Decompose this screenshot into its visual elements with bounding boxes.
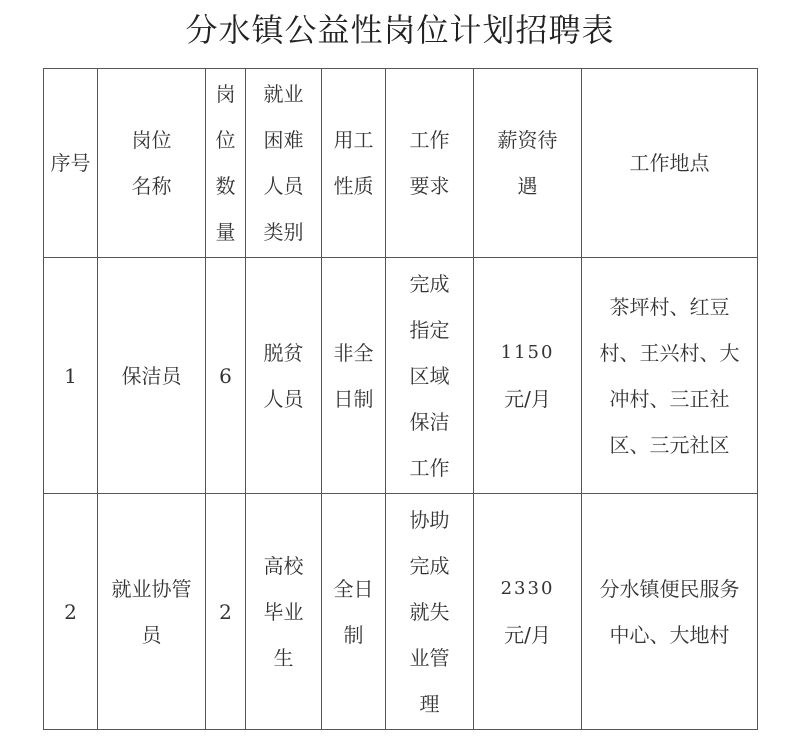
salary-amount: 1150 <box>500 341 555 363</box>
row-location: 分水镇便民服务中心、大地村 <box>582 494 758 730</box>
row-salary <box>474 258 582 494</box>
header-category: 就业困难人员类别 <box>246 69 322 258</box>
row-category: 高校毕业生 <box>246 494 322 730</box>
row-count: 6 <box>206 258 246 494</box>
row-category: 脱贫人员 <box>246 258 322 494</box>
row-index: 1 <box>44 258 98 494</box>
header-salary: 薪资待遇 <box>474 69 582 258</box>
salary-amount: 2330 <box>500 577 555 599</box>
header-requirements: 工作要求 <box>386 69 474 258</box>
header-position: 岗位名称 <box>98 69 206 258</box>
header-employment-type: 用工性质 <box>322 69 386 258</box>
table-header-row <box>44 69 758 258</box>
salary-unit: 元/月 <box>504 386 551 411</box>
table-row <box>44 494 758 730</box>
row-requirements: 完成指定区域保洁工作 <box>386 258 474 494</box>
row-employment-type: 全日制 <box>322 494 386 730</box>
row-employment-type: 非全日制 <box>322 258 386 494</box>
row-count: 2 <box>206 494 246 730</box>
page-title: 分水镇公益性岗位计划招聘表 <box>185 11 615 49</box>
row-index: 2 <box>44 494 98 730</box>
recruitment-table <box>43 68 758 730</box>
header-count: 岗位数量 <box>206 69 246 258</box>
row-position: 就业协管员 <box>98 494 206 730</box>
header-index: 序号 <box>44 69 98 258</box>
row-requirements: 协助完成就失业管理 <box>386 494 474 730</box>
row-salary <box>474 494 582 730</box>
table-row <box>44 258 758 494</box>
header-location: 工作地点 <box>582 69 758 258</box>
salary-unit: 元/月 <box>504 622 551 647</box>
row-location: 茶坪村、红豆村、王兴村、大冲村、三正社区、三元社区 <box>582 258 758 494</box>
row-position: 保洁员 <box>98 258 206 494</box>
